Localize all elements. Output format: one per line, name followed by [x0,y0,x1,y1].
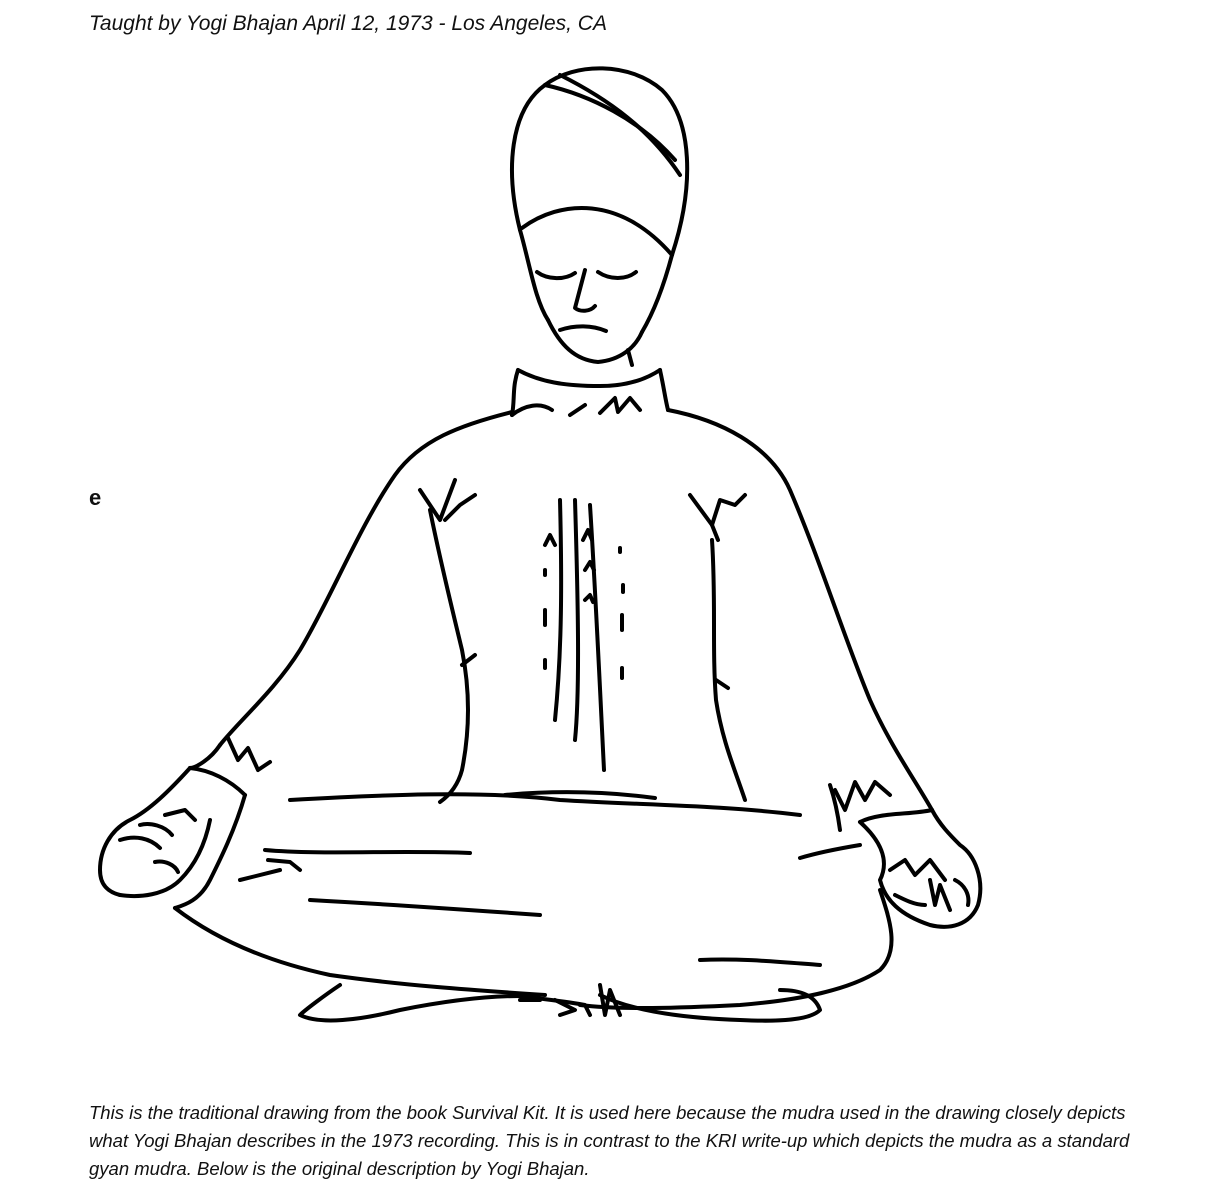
face [537,270,642,362]
header-caption: Taught by Yogi Bhajan April 12, 1973 - Los Angeles, CA [89,12,607,35]
left-hand [100,768,210,896]
turban [512,68,687,332]
margin-mark: e [89,485,102,510]
body-outline [190,410,932,830]
right-hand [860,810,980,927]
meditation-figure-drawing [0,50,1220,1080]
legs [175,792,892,1021]
footer-caption: This is the traditional drawing from the book Survival Kit. It is used here because the mudra used in the drawing closely depicts what Yogi Bhajan describes in the 1973 recording. This is in contrast to the KRI write-up which depicts the mudra as a standard gyan mudra. Below is the original description by Yogi Bhajan. [89,1102,1130,1179]
